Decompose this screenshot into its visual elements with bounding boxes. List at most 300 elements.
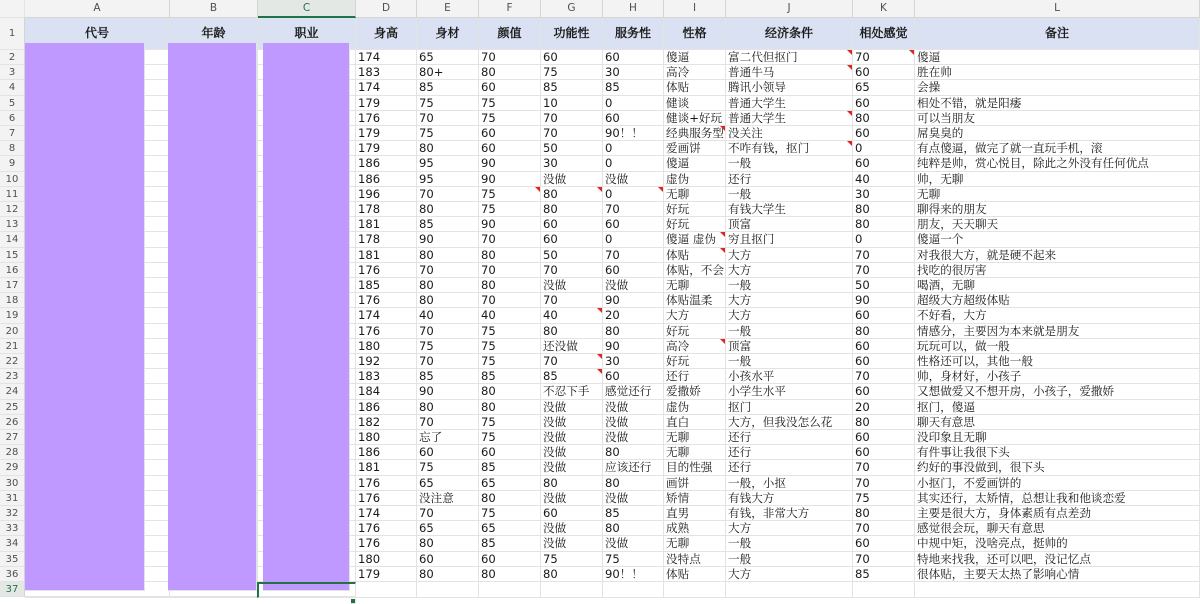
cell-d22[interactable]: 192 (356, 354, 417, 369)
cell-j33[interactable]: 大方 (726, 521, 853, 536)
cell-l12[interactable]: 聊得来的朋友 (915, 202, 1200, 217)
row-header-20[interactable]: 20 (0, 324, 25, 339)
cell-l35[interactable]: 特地来找我，还可以吧，没记忆点 (915, 552, 1200, 567)
cell-j12[interactable]: 有钱大学生 (726, 202, 853, 217)
cell-f26[interactable]: 75 (479, 415, 541, 430)
column-header-d[interactable]: D (356, 0, 417, 18)
cell-h29[interactable]: 应该还行 (603, 460, 664, 475)
cell-l14[interactable]: 傻逼一个 (915, 232, 1200, 247)
cell-h22[interactable]: 30 (603, 354, 664, 369)
cell-h31[interactable]: 没做 (603, 491, 664, 506)
header-cell-l[interactable]: 备注 (915, 18, 1200, 50)
cell-h36[interactable]: 90！！ (603, 567, 664, 582)
cell-e2[interactable]: 65 (417, 50, 479, 65)
cell-e11[interactable]: 70 (417, 187, 479, 202)
cell-l25[interactable]: 抠门，傻逼 (915, 400, 1200, 415)
cell-i20[interactable]: 好玩 (664, 324, 726, 339)
cell-d8[interactable]: 179 (356, 141, 417, 156)
cell-k36[interactable]: 85 (853, 567, 915, 582)
cell-l13[interactable]: 朋友，天天聊天 (915, 217, 1200, 232)
cell-j2[interactable]: 富二代但抠门 (726, 50, 853, 65)
cell-f6[interactable]: 75 (479, 111, 541, 126)
cell-h23[interactable]: 60 (603, 369, 664, 384)
column-header-c[interactable]: C (258, 0, 356, 18)
row-header-23[interactable]: 23 (0, 369, 25, 384)
row-header-4[interactable]: 4 (0, 80, 25, 95)
cell-g21[interactable]: 还没做 (541, 339, 603, 354)
cell-d23[interactable]: 183 (356, 369, 417, 384)
cell-g36[interactable]: 80 (541, 567, 603, 582)
cell-f2[interactable]: 70 (479, 50, 541, 65)
cell-e17[interactable]: 80 (417, 278, 479, 293)
cell-e23[interactable]: 85 (417, 369, 479, 384)
cell-i4[interactable]: 体贴 (664, 80, 726, 95)
cell-k33[interactable]: 70 (853, 521, 915, 536)
cell-e5[interactable]: 75 (417, 96, 479, 111)
cell-l5[interactable]: 相处不错，就是阳痿 (915, 96, 1200, 111)
cell-f29[interactable]: 85 (479, 460, 541, 475)
cell-j30[interactable]: 一般，小抠 (726, 476, 853, 491)
cell-e10[interactable]: 95 (417, 172, 479, 187)
column-header-j[interactable]: J (726, 0, 853, 18)
cell-k22[interactable]: 60 (853, 354, 915, 369)
cell-g17[interactable]: 没做 (541, 278, 603, 293)
cell-i3[interactable]: 高冷 (664, 65, 726, 80)
cell-e25[interactable]: 80 (417, 400, 479, 415)
cell-d35[interactable]: 180 (356, 552, 417, 567)
cell-i16[interactable]: 体贴，不会 (664, 263, 726, 278)
cell-h32[interactable]: 85 (603, 506, 664, 521)
cell-i15[interactable]: 体贴 (664, 248, 726, 263)
cell-l33[interactable]: 感觉很会玩，聊天有意思 (915, 521, 1200, 536)
cell-j17[interactable]: 一般 (726, 278, 853, 293)
cell-i27[interactable]: 无聊 (664, 430, 726, 445)
row-header-27[interactable]: 27 (0, 430, 25, 445)
header-cell-f[interactable]: 颜值 (479, 18, 541, 50)
cell-h27[interactable]: 没做 (603, 430, 664, 445)
cell-e7[interactable]: 75 (417, 126, 479, 141)
cell-d2[interactable]: 174 (356, 50, 417, 65)
cell-g3[interactable]: 75 (541, 65, 603, 80)
cell-k6[interactable]: 80 (853, 111, 915, 126)
cell-i2[interactable]: 傻逼 (664, 50, 726, 65)
cell-h30[interactable]: 80 (603, 476, 664, 491)
cell-h18[interactable]: 90 (603, 293, 664, 308)
cell-d6[interactable]: 176 (356, 111, 417, 126)
row-header-34[interactable]: 34 (0, 536, 25, 551)
cell-j15[interactable]: 大方 (726, 248, 853, 263)
cell-g13[interactable]: 60 (541, 217, 603, 232)
cell-i14[interactable]: 傻逼 虚伪 (664, 232, 726, 247)
column-header-e[interactable]: E (417, 0, 479, 18)
cell-f9[interactable]: 90 (479, 156, 541, 171)
cell-h6[interactable]: 60 (603, 111, 664, 126)
cell-i22[interactable]: 好玩 (664, 354, 726, 369)
cell-l31[interactable]: 其实还行，太矫情，总想让我和他谈恋爱 (915, 491, 1200, 506)
cell-e29[interactable]: 75 (417, 460, 479, 475)
cell-g9[interactable]: 30 (541, 156, 603, 171)
cell-j26[interactable]: 大方，但我没怎么花 (726, 415, 853, 430)
column-header-k[interactable]: K (853, 0, 915, 18)
cell-i17[interactable]: 无聊 (664, 278, 726, 293)
cell-l8[interactable]: 有点傻逼，做完了就一直玩手机，滚 (915, 141, 1200, 156)
cell-g15[interactable]: 50 (541, 248, 603, 263)
cell-d29[interactable]: 181 (356, 460, 417, 475)
cell-l7[interactable]: 屌臭臭的 (915, 126, 1200, 141)
cell-d13[interactable]: 181 (356, 217, 417, 232)
row-header-11[interactable]: 11 (0, 187, 25, 202)
row-header-21[interactable]: 21 (0, 339, 25, 354)
cell-d26[interactable]: 182 (356, 415, 417, 430)
cell-e22[interactable]: 70 (417, 354, 479, 369)
cell-g31[interactable]: 没做 (541, 491, 603, 506)
cell-j22[interactable]: 一般 (726, 354, 853, 369)
cell-k25[interactable]: 20 (853, 400, 915, 415)
cell-k32[interactable]: 80 (853, 506, 915, 521)
cell-f4[interactable]: 60 (479, 80, 541, 95)
cell-h12[interactable]: 70 (603, 202, 664, 217)
header-cell-j[interactable]: 经济条件 (726, 18, 853, 50)
cell-i10[interactable]: 虚伪 (664, 172, 726, 187)
cell-h28[interactable]: 80 (603, 445, 664, 460)
cell-l2[interactable]: 傻逼 (915, 50, 1200, 65)
cell-l10[interactable]: 帅，无聊 (915, 172, 1200, 187)
cell-j25[interactable]: 抠门 (726, 400, 853, 415)
cell-i29[interactable]: 目的性强 (664, 460, 726, 475)
cell-g33[interactable]: 没做 (541, 521, 603, 536)
cell-h11[interactable]: 0 (603, 187, 664, 202)
row-header-28[interactable]: 28 (0, 445, 25, 460)
cell-f17[interactable]: 80 (479, 278, 541, 293)
cell-d30[interactable]: 176 (356, 476, 417, 491)
cell-f5[interactable]: 75 (479, 96, 541, 111)
cell-j27[interactable]: 还行 (726, 430, 853, 445)
cell-e36[interactable]: 80 (417, 567, 479, 582)
cell-j28[interactable]: 还行 (726, 445, 853, 460)
cell-i26[interactable]: 直白 (664, 415, 726, 430)
cell-f32[interactable]: 75 (479, 506, 541, 521)
cell-j14[interactable]: 穷且抠门 (726, 232, 853, 247)
cell-l20[interactable]: 情感分，主要因为本来就是朋友 (915, 324, 1200, 339)
row-header-26[interactable]: 26 (0, 415, 25, 430)
column-header-b[interactable]: B (170, 0, 258, 18)
cell-j6[interactable]: 普通大学生 (726, 111, 853, 126)
cell-f8[interactable]: 60 (479, 141, 541, 156)
cell-l37[interactable] (915, 582, 1200, 598)
cell-k27[interactable]: 60 (853, 430, 915, 445)
column-header-l[interactable]: L (915, 0, 1200, 18)
cell-k2[interactable]: 70 (853, 50, 915, 65)
cell-d5[interactable]: 179 (356, 96, 417, 111)
cell-l21[interactable]: 玩玩可以，做一般 (915, 339, 1200, 354)
cell-f24[interactable]: 80 (479, 384, 541, 399)
cell-g35[interactable]: 75 (541, 552, 603, 567)
cell-i7[interactable]: 经典服务型 (664, 126, 726, 141)
cell-e8[interactable]: 80 (417, 141, 479, 156)
cell-f28[interactable]: 60 (479, 445, 541, 460)
column-header-h[interactable]: H (603, 0, 664, 18)
row-header-6[interactable]: 6 (0, 111, 25, 126)
row-header-3[interactable]: 3 (0, 65, 25, 80)
cell-f13[interactable]: 90 (479, 217, 541, 232)
cell-l28[interactable]: 有件事让我很下头 (915, 445, 1200, 460)
cell-g30[interactable]: 80 (541, 476, 603, 491)
cell-j9[interactable]: 一般 (726, 156, 853, 171)
cell-i36[interactable]: 体贴 (664, 567, 726, 582)
cell-i28[interactable]: 无聊 (664, 445, 726, 460)
cell-g34[interactable]: 没做 (541, 536, 603, 551)
cell-e33[interactable]: 65 (417, 521, 479, 536)
row-header-10[interactable]: 10 (0, 172, 25, 187)
cell-h17[interactable]: 没做 (603, 278, 664, 293)
cell-d16[interactable]: 176 (356, 263, 417, 278)
row-header-12[interactable]: 12 (0, 202, 25, 217)
cell-i37[interactable] (664, 582, 726, 598)
cell-j21[interactable]: 顶富 (726, 339, 853, 354)
cell-j7[interactable]: 没关注 (726, 126, 853, 141)
cell-h14[interactable]: 0 (603, 232, 664, 247)
cell-g14[interactable]: 60 (541, 232, 603, 247)
cell-k21[interactable]: 60 (853, 339, 915, 354)
cell-g26[interactable]: 没做 (541, 415, 603, 430)
cell-d15[interactable]: 181 (356, 248, 417, 263)
cell-l17[interactable]: 喝酒，无聊 (915, 278, 1200, 293)
cell-g23[interactable]: 85 (541, 369, 603, 384)
header-cell-g[interactable]: 功能性 (541, 18, 603, 50)
cell-g5[interactable]: 10 (541, 96, 603, 111)
cell-f35[interactable]: 60 (479, 552, 541, 567)
cell-l16[interactable]: 找吃的很厉害 (915, 263, 1200, 278)
cell-f18[interactable]: 70 (479, 293, 541, 308)
cell-g11[interactable]: 80 (541, 187, 603, 202)
row-header-31[interactable]: 31 (0, 491, 25, 506)
cell-i34[interactable]: 无聊 (664, 536, 726, 551)
cell-i30[interactable]: 画饼 (664, 476, 726, 491)
cell-h35[interactable]: 75 (603, 552, 664, 567)
row-header-16[interactable]: 16 (0, 263, 25, 278)
cell-g6[interactable]: 70 (541, 111, 603, 126)
row-header-25[interactable]: 25 (0, 400, 25, 415)
cell-d24[interactable]: 184 (356, 384, 417, 399)
header-cell-b[interactable]: 年龄 (170, 18, 258, 50)
cell-l19[interactable]: 不好看，大方 (915, 308, 1200, 323)
cell-g24[interactable]: 不忍下手 (541, 384, 603, 399)
row-header-17[interactable]: 17 (0, 278, 25, 293)
cell-h8[interactable]: 0 (603, 141, 664, 156)
cell-f30[interactable]: 65 (479, 476, 541, 491)
cell-f33[interactable]: 65 (479, 521, 541, 536)
cell-g29[interactable]: 没做 (541, 460, 603, 475)
row-header-5[interactable]: 5 (0, 96, 25, 111)
cell-k13[interactable]: 80 (853, 217, 915, 232)
cell-i23[interactable]: 还行 (664, 369, 726, 384)
cell-i6[interactable]: 健谈+好玩 (664, 111, 726, 126)
cell-f21[interactable]: 75 (479, 339, 541, 354)
row-header-8[interactable]: 8 (0, 141, 25, 156)
cell-g20[interactable]: 80 (541, 324, 603, 339)
cell-h26[interactable]: 没做 (603, 415, 664, 430)
row-header-32[interactable]: 32 (0, 506, 25, 521)
cell-h25[interactable]: 没做 (603, 400, 664, 415)
cell-d20[interactable]: 176 (356, 324, 417, 339)
cell-h5[interactable]: 0 (603, 96, 664, 111)
header-cell-c[interactable]: 职业 (258, 18, 356, 50)
cell-j11[interactable]: 一般 (726, 187, 853, 202)
cell-i13[interactable]: 好玩 (664, 217, 726, 232)
cell-d32[interactable]: 174 (356, 506, 417, 521)
cell-g16[interactable]: 70 (541, 263, 603, 278)
select-all-corner[interactable] (0, 0, 25, 18)
cell-h19[interactable]: 20 (603, 308, 664, 323)
cell-l34[interactable]: 中规中矩，没啥亮点，挺帅的 (915, 536, 1200, 551)
cell-h16[interactable]: 60 (603, 263, 664, 278)
cell-e37[interactable] (417, 582, 479, 598)
cell-f36[interactable]: 80 (479, 567, 541, 582)
row-header-24[interactable]: 24 (0, 384, 25, 399)
row-header-29[interactable]: 29 (0, 460, 25, 475)
cell-d10[interactable]: 186 (356, 172, 417, 187)
row-header-37[interactable]: 37 (0, 582, 25, 597)
cell-i5[interactable]: 健谈 (664, 96, 726, 111)
cell-j19[interactable]: 大方 (726, 308, 853, 323)
cell-k9[interactable]: 60 (853, 156, 915, 171)
row-header-1[interactable]: 1 (0, 18, 25, 50)
cell-k17[interactable]: 50 (853, 278, 915, 293)
cell-e3[interactable]: 80+ (417, 65, 479, 80)
cell-k8[interactable]: 0 (853, 141, 915, 156)
cell-j18[interactable]: 大方 (726, 293, 853, 308)
cell-e28[interactable]: 60 (417, 445, 479, 460)
cell-l30[interactable]: 小抠门，不爱画饼的 (915, 476, 1200, 491)
cell-i19[interactable]: 大方 (664, 308, 726, 323)
cell-j34[interactable]: 一般 (726, 536, 853, 551)
cell-j10[interactable]: 还行 (726, 172, 853, 187)
cell-g25[interactable]: 没做 (541, 400, 603, 415)
cell-k19[interactable]: 60 (853, 308, 915, 323)
header-cell-k[interactable]: 相处感觉 (853, 18, 915, 50)
column-header-a[interactable]: A (25, 0, 170, 18)
cell-k7[interactable]: 60 (853, 126, 915, 141)
cell-g12[interactable]: 80 (541, 202, 603, 217)
cell-g10[interactable]: 没做 (541, 172, 603, 187)
cell-e27[interactable]: 忘了 (417, 430, 479, 445)
cell-e14[interactable]: 90 (417, 232, 479, 247)
cell-i32[interactable]: 直男 (664, 506, 726, 521)
cell-d4[interactable]: 174 (356, 80, 417, 95)
cell-f25[interactable]: 80 (479, 400, 541, 415)
cell-i24[interactable]: 爱撒娇 (664, 384, 726, 399)
cell-k26[interactable]: 80 (853, 415, 915, 430)
cell-k16[interactable]: 70 (853, 263, 915, 278)
cell-h21[interactable]: 90 (603, 339, 664, 354)
cell-d19[interactable]: 174 (356, 308, 417, 323)
cell-i21[interactable]: 高冷 (664, 339, 726, 354)
cell-k29[interactable]: 70 (853, 460, 915, 475)
cell-d33[interactable]: 176 (356, 521, 417, 536)
header-cell-h[interactable]: 服务性 (603, 18, 664, 50)
cell-i25[interactable]: 虚伪 (664, 400, 726, 415)
cell-l6[interactable]: 可以当朋友 (915, 111, 1200, 126)
cell-h37[interactable] (603, 582, 664, 598)
cell-i31[interactable]: 矫情 (664, 491, 726, 506)
cell-e16[interactable]: 70 (417, 263, 479, 278)
cell-f23[interactable]: 85 (479, 369, 541, 384)
cell-g8[interactable]: 50 (541, 141, 603, 156)
cell-k31[interactable]: 75 (853, 491, 915, 506)
cell-d14[interactable]: 178 (356, 232, 417, 247)
cell-e21[interactable]: 75 (417, 339, 479, 354)
cell-k34[interactable]: 60 (853, 536, 915, 551)
cell-j8[interactable]: 不咋有钱，抠门 (726, 141, 853, 156)
cell-k3[interactable]: 60 (853, 65, 915, 80)
cell-f15[interactable]: 80 (479, 248, 541, 263)
cell-j29[interactable]: 还行 (726, 460, 853, 475)
cell-l22[interactable]: 性格还可以，其他一般 (915, 354, 1200, 369)
cell-d34[interactable]: 176 (356, 536, 417, 551)
row-header-2[interactable]: 2 (0, 50, 25, 65)
cell-i8[interactable]: 爱画饼 (664, 141, 726, 156)
cell-l9[interactable]: 纯粹是帅，赏心悦目，除此之外没有任何优点 (915, 156, 1200, 171)
cell-g32[interactable]: 60 (541, 506, 603, 521)
cell-e13[interactable]: 85 (417, 217, 479, 232)
cell-e19[interactable]: 40 (417, 308, 479, 323)
cell-d37[interactable] (356, 582, 417, 598)
cell-h10[interactable]: 没做 (603, 172, 664, 187)
column-header-g[interactable]: G (541, 0, 603, 18)
cell-j5[interactable]: 普通大学生 (726, 96, 853, 111)
row-header-22[interactable]: 22 (0, 354, 25, 369)
cell-k11[interactable]: 30 (853, 187, 915, 202)
cell-g27[interactable]: 没做 (541, 430, 603, 445)
cell-g7[interactable]: 70 (541, 126, 603, 141)
cell-f7[interactable]: 60 (479, 126, 541, 141)
cell-d31[interactable]: 176 (356, 491, 417, 506)
cell-f37[interactable] (479, 582, 541, 598)
cell-l27[interactable]: 没印象且无聊 (915, 430, 1200, 445)
cell-g37[interactable] (541, 582, 603, 598)
cell-e20[interactable]: 70 (417, 324, 479, 339)
cell-g18[interactable]: 70 (541, 293, 603, 308)
cell-f19[interactable]: 40 (479, 308, 541, 323)
cell-j24[interactable]: 小学生水平 (726, 384, 853, 399)
cell-k14[interactable]: 0 (853, 232, 915, 247)
cell-f10[interactable]: 90 (479, 172, 541, 187)
cell-f16[interactable]: 70 (479, 263, 541, 278)
cell-j3[interactable]: 普通牛马 (726, 65, 853, 80)
row-header-7[interactable]: 7 (0, 126, 25, 141)
cell-d17[interactable]: 185 (356, 278, 417, 293)
column-header-i[interactable]: I (664, 0, 726, 18)
cell-e35[interactable]: 60 (417, 552, 479, 567)
cell-f27[interactable]: 75 (479, 430, 541, 445)
cell-l3[interactable]: 胜在帅 (915, 65, 1200, 80)
active-cell-selection[interactable] (257, 582, 356, 598)
cell-h20[interactable]: 80 (603, 324, 664, 339)
row-header-13[interactable]: 13 (0, 217, 25, 232)
cell-e32[interactable]: 70 (417, 506, 479, 521)
cell-k12[interactable]: 80 (853, 202, 915, 217)
cell-i12[interactable]: 好玩 (664, 202, 726, 217)
cell-k15[interactable]: 70 (853, 248, 915, 263)
header-cell-e[interactable]: 身材 (417, 18, 479, 50)
cell-e30[interactable]: 65 (417, 476, 479, 491)
cell-k18[interactable]: 90 (853, 293, 915, 308)
cell-i35[interactable]: 没特点 (664, 552, 726, 567)
cell-h9[interactable]: 0 (603, 156, 664, 171)
cell-k10[interactable]: 40 (853, 172, 915, 187)
cell-l36[interactable]: 很体贴，主要天太热了影响心情 (915, 567, 1200, 582)
row-header-33[interactable]: 33 (0, 521, 25, 536)
